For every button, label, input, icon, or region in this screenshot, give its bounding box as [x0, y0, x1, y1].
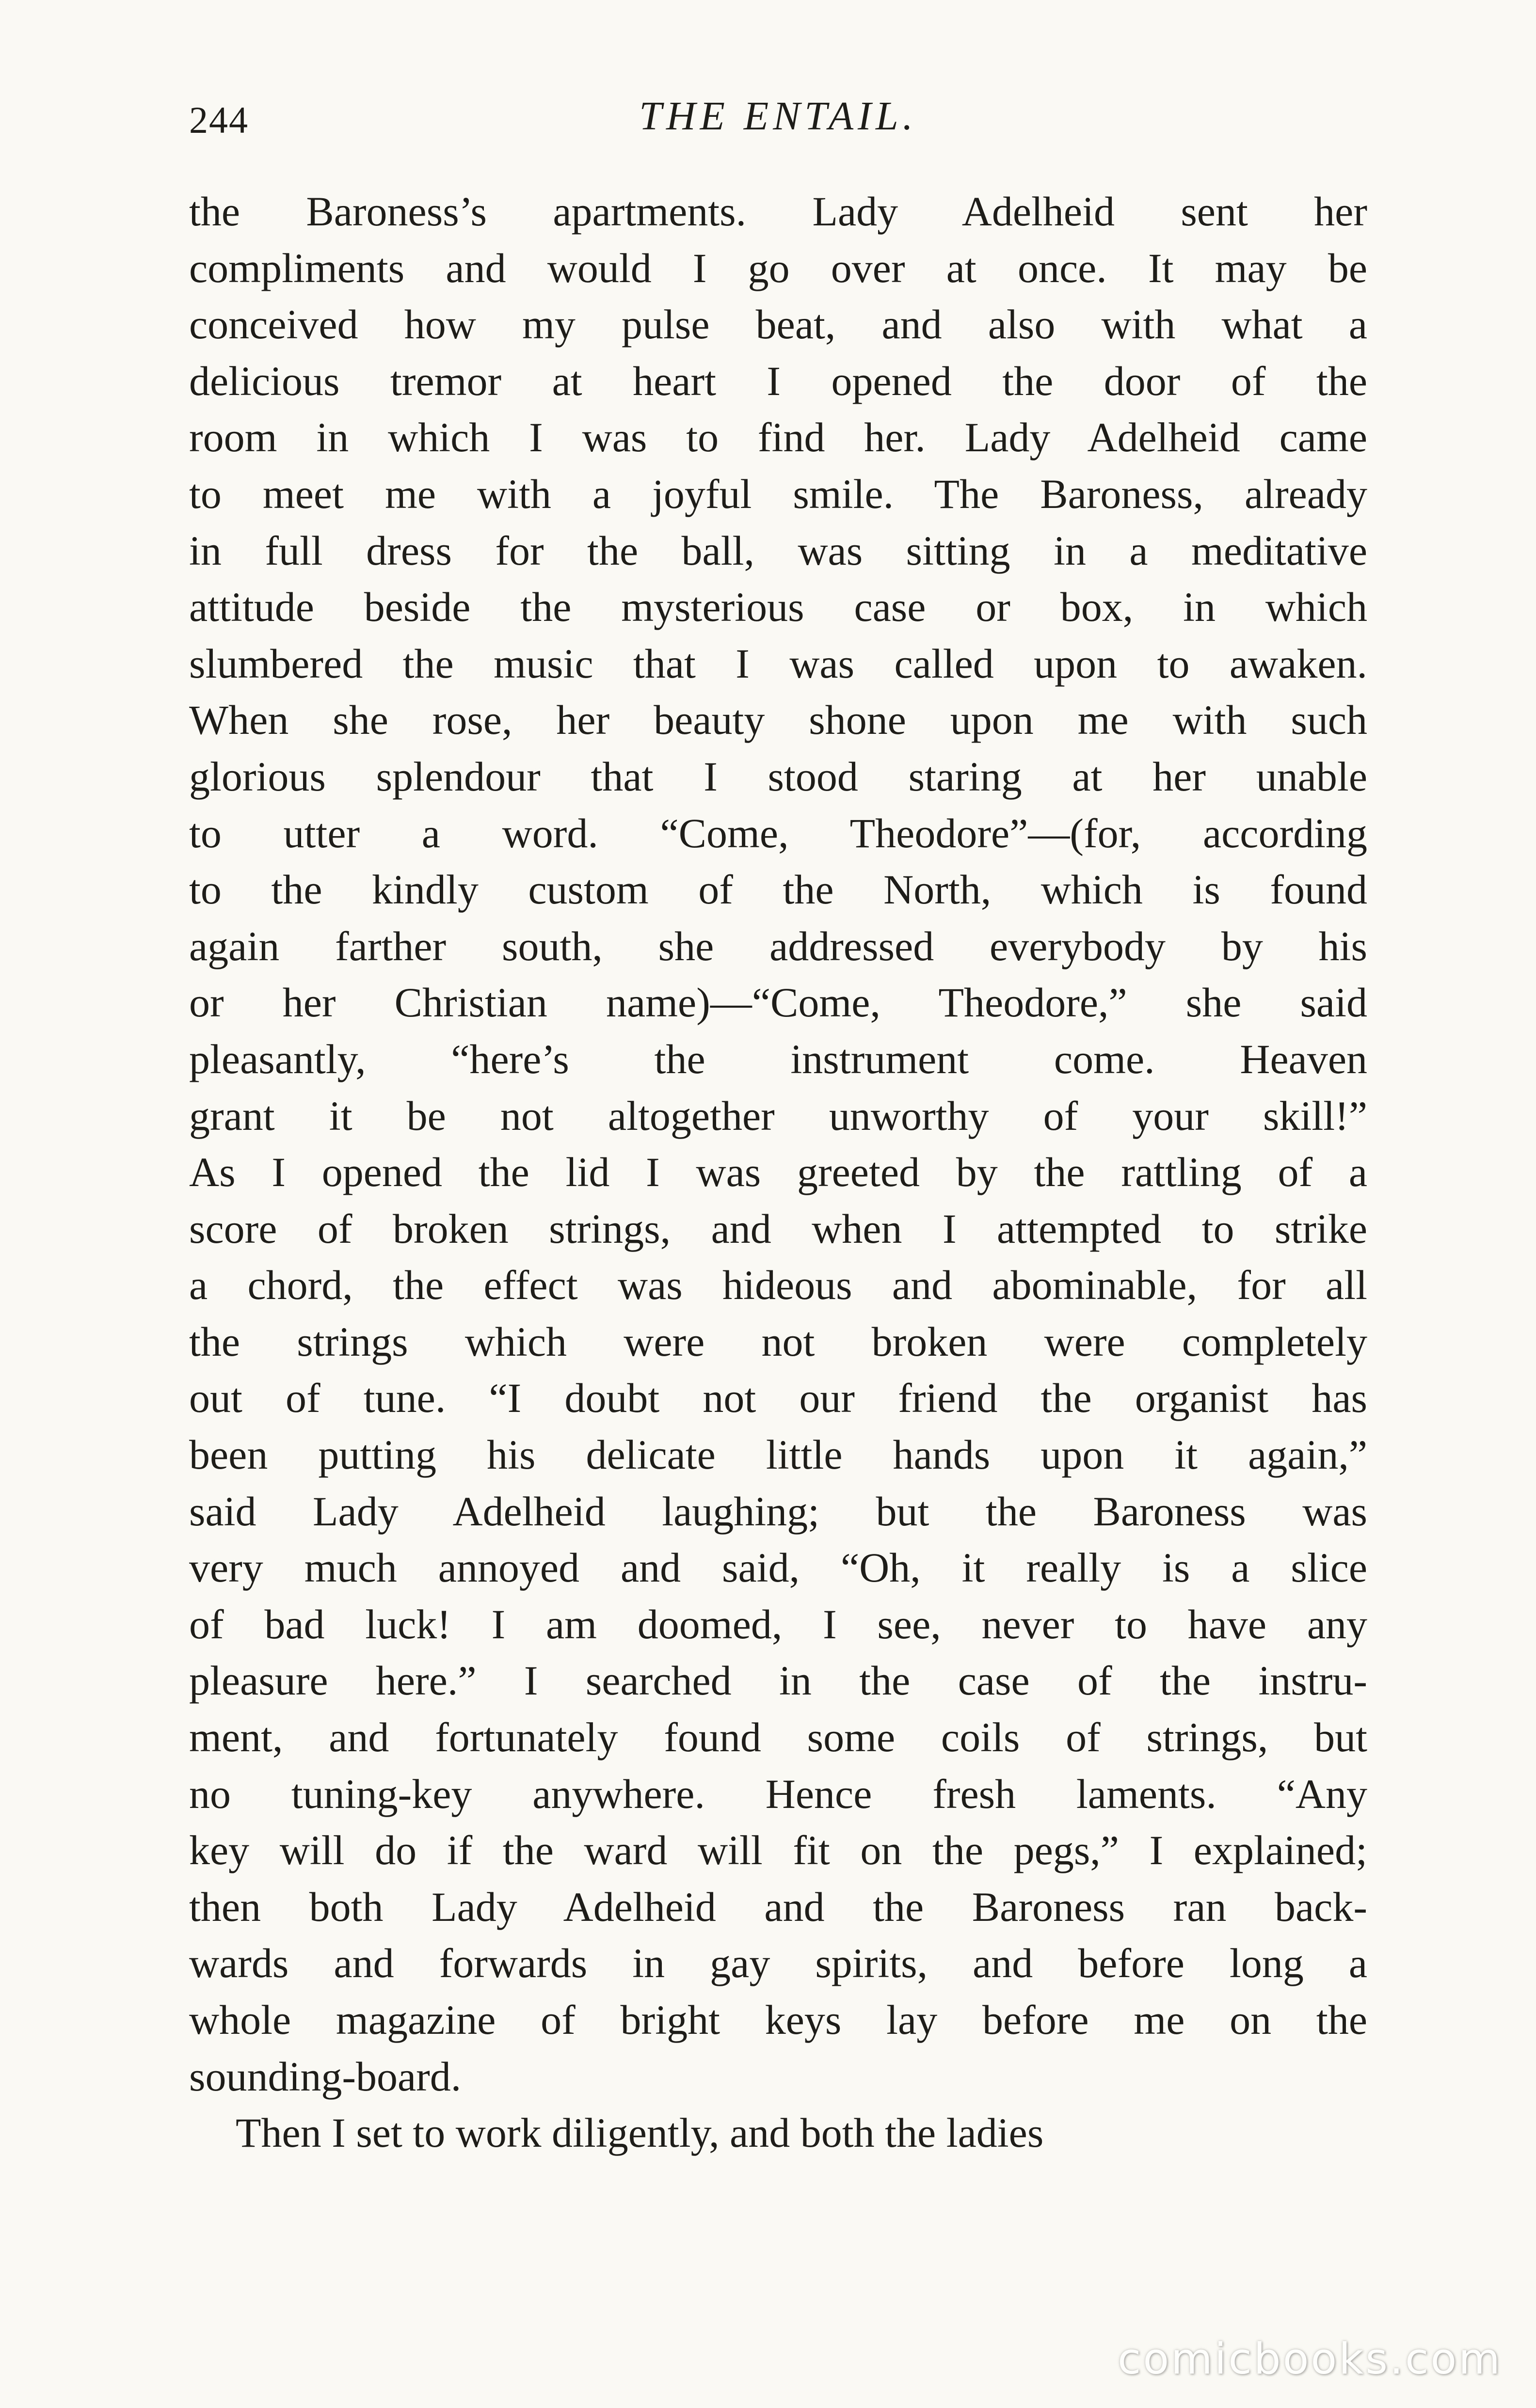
text-line: key will do if the ward will fit on the pegs,” I explained; [189, 1827, 1367, 1874]
text-line: out of tune. “I doubt not our friend the organist has [189, 1375, 1367, 1422]
text-line: room in which I was to find her. Lady Adelheid came [189, 414, 1367, 461]
paragraph-start-line: Then I set to work diligently, and both the ladies [236, 2109, 1044, 2156]
text-line: of bad luck! I am doomed, I see, never to have any [189, 1600, 1367, 1648]
text-line: attitude beside the mysterious case or box, in which [189, 584, 1367, 631]
text-line: or her Christian name)—“Come, Theodore,” she said [189, 979, 1367, 1026]
running-head [189, 92, 1367, 145]
body-text [189, 183, 1367, 2161]
text-line: to meet me with a joyful smile. The Baroness, already [189, 470, 1367, 517]
running-title: THE ENTAIL. [639, 94, 917, 139]
text-line: conceived how my pulse beat, and also with what a [189, 301, 1367, 348]
text-line: a chord, the effect was hideous and abominable, for all [189, 1262, 1367, 1309]
text-line: compliments and would I go over at once. It may be [189, 244, 1367, 291]
text-line: said Lady Adelheid laughing; but the Baroness was [189, 1488, 1367, 1535]
text-line: whole magazine of bright keys lay before me on the [189, 1996, 1367, 2043]
text-line: pleasantly, “here’s the instrument come. Heaven [189, 1035, 1367, 1082]
text-line: to the kindly custom of the North, which is found [189, 866, 1367, 913]
text-line: delicious tremor at heart I opened the door of the [189, 357, 1367, 404]
text-line: very much annoyed and said, “Oh, it really is a slice [189, 1544, 1367, 1591]
text-line: glorious splendour that I stood staring at her unable [189, 753, 1367, 800]
text-line: to utter a word. “Come, Theodore”—(for, according [189, 809, 1367, 856]
text-line: grant it be not altogether unworthy of your skill!” [189, 1092, 1367, 1139]
text-line: in full dress for the ball, was sitting in a meditative [189, 527, 1367, 574]
text-line: score of broken strings, and when I attempted to strike [189, 1205, 1367, 1252]
text-line: again farther south, she addressed everybody by his [189, 922, 1367, 969]
text-line: slumbered the music that I was called upon to awaken. [189, 640, 1367, 687]
text-line: When she rose, her beauty shone upon me with such [189, 697, 1367, 744]
text-line: then both Lady Adelheid and the Baroness ran back- [189, 1883, 1367, 1930]
page-number: 244 [189, 99, 249, 141]
text-line: wards and forwards in gay spirits, and before long a [189, 1940, 1367, 1987]
text-line: ment, and fortunately found some coils of strings, but [189, 1714, 1367, 1761]
text-line: the Baroness’s apartments. Lady Adelheid sent her [189, 188, 1367, 235]
watermark: comicbooks.com [1117, 2334, 1502, 2384]
text-line: been putting his delicate little hands upon it again,” [189, 1431, 1367, 1478]
text-line: As I opened the lid I was greeted by the rattling of a [189, 1149, 1367, 1196]
text-line: pleasure here.” I searched in the case of the instru- [189, 1657, 1367, 1704]
text-line: the strings which were not broken were completely [189, 1318, 1367, 1365]
paragraph-end-line: sounding-board. [189, 2053, 462, 2100]
text-line: no tuning-key anywhere. Hence fresh laments. “Any [189, 1770, 1367, 1817]
